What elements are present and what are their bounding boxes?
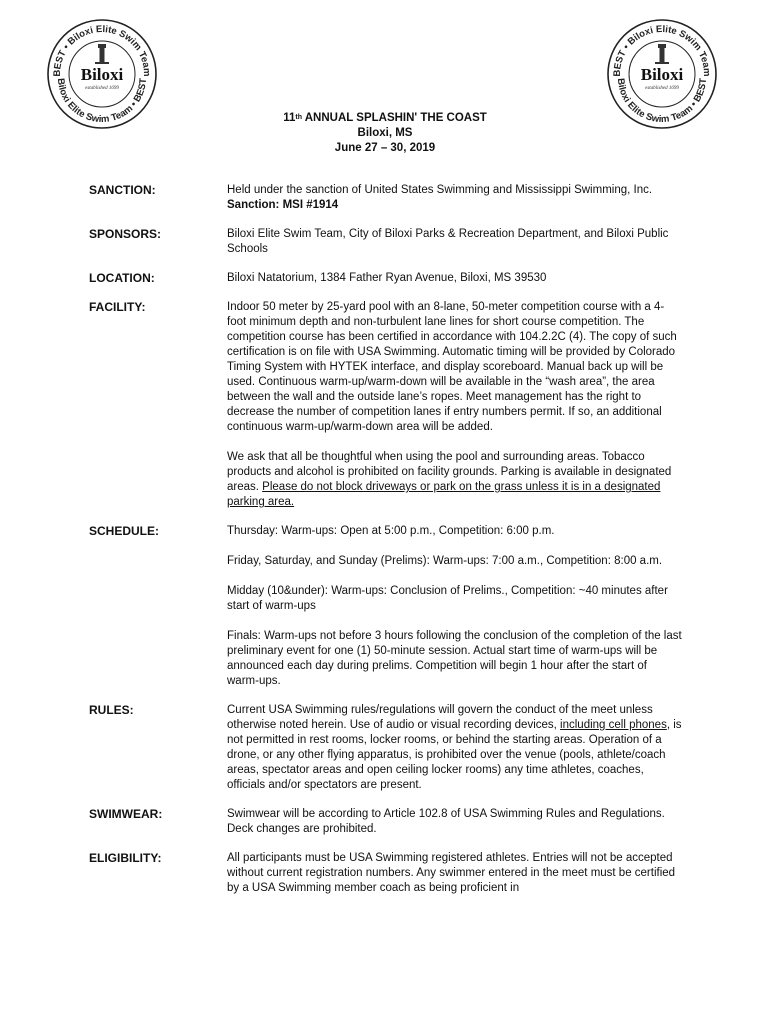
document-header (0, 111, 770, 156)
sanction-number: Sanction: MSI #1914 (227, 199, 339, 211)
section-sponsors (89, 227, 689, 257)
section-sanction (89, 183, 689, 213)
location-body: Biloxi Natatorium, 1384 Father Ryan Avenue, Biloxi, MS 39530 (227, 272, 547, 284)
sanction-label: SANCTION: (89, 183, 156, 197)
eligibility-body: All participants must be USA Swimming registered athletes. Entries will not be accepted without current registration numbers. Any swimmer entered in the meet must be certified by a USA Swimming member coach as being proficient in (227, 852, 676, 894)
schedule-label: SCHEDULE: (89, 524, 160, 538)
sanction-body: Held under the sanction of United States Swimming and Mississippi Swimming, Inc. Sanction: MSI #1914 (227, 184, 653, 211)
title-text: ANNUAL SPLASHIN' THE COAST (304, 112, 487, 124)
edition-number: 11 (283, 112, 296, 124)
section-rules (89, 703, 689, 793)
facility-label: FACILITY: (89, 300, 146, 314)
svg-text:established 1699: established 1699 (645, 86, 679, 91)
schedule-paragraph: Friday, Saturday, and Sunday (Prelims): Warm-ups: 7:00 a.m., Competition: 8:00 a.m. (227, 555, 663, 567)
facility-paragraph: We ask that all be thoughtful when using the pool and surrounding areas. Tobacco products and alcohol is prohibited on facility grounds. Parking is available in designated areas. Please do not block driveways or park on the grass unless it is in a designated parking area. (227, 451, 672, 508)
svg-text:BEST • Biloxi Elite Swim Team: BEST • Biloxi Elite Swim Team (611, 23, 713, 77)
sponsors-body: Biloxi Elite Swim Team, City of Biloxi Parks & Recreation Department, and Biloxi Public Schools (227, 228, 669, 255)
facility-paragraph: Indoor 50 meter by 25-yard pool with an 8-lane, 50-meter competition course with a 4-foot minimum depth and non-turbulent lane lines for short course competition. The competition course has been certified in accordance with 104.2.2C (4). The copy of such certification is on file with USA Swimming. Automatic timing will be provided by Colorado Timing System with HYTEK interface, and display scoreboard. Manual back up will be used. Continuous warm-up/warm-down will be available in the “wash area”, the area between the wall and the outside lane’s ropes. Meet management has the right to decrease the number of competition lanes if entry numbers permit. If so, an additional continuous warm-up/warm-down area will be added. (227, 301, 677, 433)
schedule-body (227, 524, 682, 689)
section-eligibility (89, 851, 689, 896)
section-swimwear (89, 807, 689, 837)
schedule-paragraph: Thursday: Warm-ups: Open at 5:00 p.m., Competition: 6:00 p.m. (227, 525, 555, 537)
schedule-paragraph: Finals: Warm-ups not before 3 hours following the conclusion of the completion of the last preliminary event for one (1) 50-minute session. Actual start time of warm-ups will be announced each day during prelims. Competition will begin 1 hour after the start of warm-ups. (227, 630, 682, 687)
eligibility-label: ELIGIBILITY: (89, 851, 162, 865)
facility-body (227, 300, 682, 510)
meet-dates: June 27 – 30, 2019 (334, 142, 436, 154)
edition-suffix: th (295, 114, 302, 121)
rules-label: RULES: (89, 703, 134, 717)
svg-text:Biloxi: Biloxi (640, 65, 684, 84)
section-schedule (89, 524, 689, 689)
section-location (89, 271, 689, 286)
cell-phones-notice: including cell phones (560, 719, 667, 731)
meet-location: Biloxi, MS (357, 127, 413, 139)
location-label: LOCATION: (89, 271, 155, 285)
svg-text:Biloxi Elite Swim Team • BEST: Biloxi Elite Swim Team • BEST (614, 77, 710, 126)
swimwear-body: Swimwear will be according to Article 102.8 of USA Swimming Rules and Regulations. Deck changes are prohibited. (227, 808, 665, 835)
meet-info-sections (89, 183, 689, 910)
sponsors-label: SPONSORS: (89, 227, 162, 241)
svg-text:BEST • Biloxi Elite Swim Team: BEST • Biloxi Elite Swim Team (51, 23, 153, 77)
svg-text:Biloxi: Biloxi (80, 65, 124, 84)
meet-title (0, 111, 770, 126)
section-facility (89, 300, 689, 510)
swimwear-label: SWIMWEAR: (89, 807, 163, 821)
parking-notice: Please do not block driveways or park on the grass unless it is in a designated parking area. (227, 481, 661, 508)
svg-text:established 1699: established 1699 (85, 86, 119, 91)
svg-text:Biloxi Elite Swim Team • BEST: Biloxi Elite Swim Team • BEST (54, 77, 150, 126)
rules-body: Current USA Swimming rules/regulations will govern the conduct of the meet unless otherwise noted herein. Use of audio or visual recording devices, including cell phones, is not permitted in rest rooms, locker rooms, or behind the starting areas. Operation of a drone, or any other flying apparatus, is prohibited over the venue (pools, athlete/coach areas, spectator areas and open ceiling locker rooms) any time athletes, coaches, officials and/or spectators are present. (227, 704, 682, 791)
schedule-paragraph: Midday (10&under): Warm-ups: Conclusion of Prelims., Competition: ~40 minutes after start of warm-ups (227, 585, 668, 612)
